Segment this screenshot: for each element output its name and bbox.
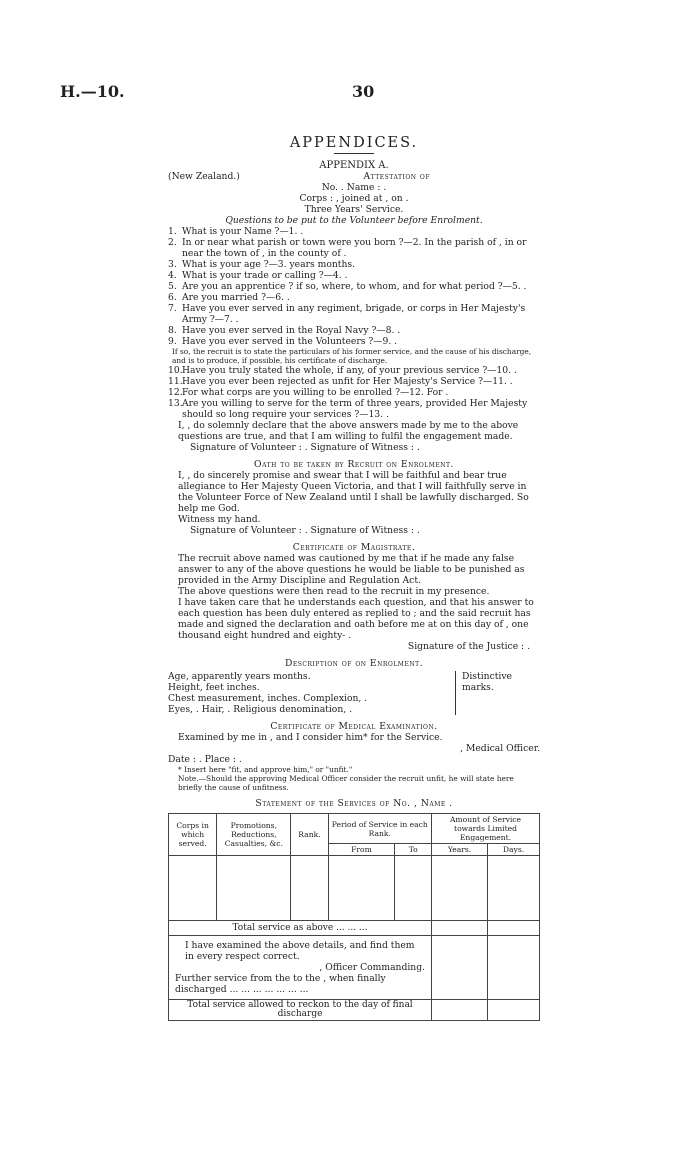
magistrate-paragraph-3: I have taken care that he understands each question, and that his answer to each question has been duly entered as replied to ; and the said recruit has made and signed the declaration and oath before me at on this day of , one thousand eight hundred and eighty- . (178, 597, 534, 641)
question-number: 10. (168, 365, 183, 376)
table-cell (488, 856, 540, 921)
table-cell (291, 856, 328, 921)
magistrate-paragraph-1: The recruit above named was cautioned by me that if he made any false answer to any of the above questions he would be liable to be punished as provided in the Army Discipline and Regulation Act. (178, 553, 525, 586)
table-row (169, 1000, 540, 1021)
question-item (168, 237, 540, 259)
medical-heading: Certificate of Medical Examination. (270, 721, 438, 732)
table-row (169, 921, 540, 936)
table-cell (432, 856, 488, 921)
question-item (168, 259, 540, 270)
question-number: 6. (168, 292, 177, 303)
question-item (168, 325, 540, 336)
table-row (169, 936, 540, 1000)
statement-heading: Statement of the Services of No. , Name . (255, 798, 453, 809)
question-item (168, 336, 540, 347)
attestation-label: Attestation of (363, 171, 430, 182)
total-final-label: Total service allowed to reckon to the day of final discharge (169, 1000, 432, 1021)
country-label: (New Zealand.) (168, 171, 240, 182)
questions-heading: Questions to be put to the Volunteer before Enrolment. (225, 215, 483, 226)
question-number: 1. (168, 226, 177, 237)
question-text: What is your Name ?—1. . (182, 226, 304, 237)
questions-list (168, 226, 540, 347)
magistrate-paragraph-2: The above questions were then read to the recruit in my presence. (178, 586, 490, 597)
question-number: 7. (168, 303, 177, 314)
corps-line: Corps : , joined at , on . (299, 193, 409, 204)
page-number: 30 (352, 82, 375, 101)
question-text: In or near what parish or town were you born ?—2. In the parish of , in or near the town of , in the county of . (182, 237, 527, 259)
table-cell (432, 921, 488, 936)
recruit-note: If so, the recruit is to state the particulars of his former service, and the cause of his discharge, and is to produce, if possible, his certificate of discharge. (172, 347, 532, 365)
examined-block (169, 936, 432, 1000)
description-line: Age, apparently years months. (168, 671, 311, 682)
question-number: 5. (168, 281, 177, 292)
medical-officer-line: , Medical Officer. (460, 743, 540, 754)
oath-signatures: Signature of Volunteer : . Signature of Witness : . (190, 525, 420, 536)
question-number: 8. (168, 325, 177, 336)
question-item (168, 303, 540, 325)
oath-heading: Oath to be taken by Recruit on Enrolment. (254, 459, 454, 470)
distinctive-marks: Distinctive marks. (455, 671, 540, 715)
service-table (168, 813, 540, 1021)
question-number: 12. (168, 387, 183, 398)
further-service: Further service from the to the , when finally discharged ... ... ... ... ... ... ... (175, 973, 386, 995)
description-line: Height, feet inches. (168, 682, 260, 693)
appendix-heading: APPENDIX A. (319, 160, 389, 171)
question-text: What is your trade or calling ?—4. . (182, 270, 348, 281)
appendices-column (168, 135, 540, 1021)
table-cell (217, 856, 291, 921)
col-days: Days. (488, 844, 540, 856)
question-number: 11. (168, 376, 183, 387)
description-heading: Description of on Enrolment. (285, 658, 423, 669)
examined-text: I have examined the above details, and find them in every respect correct. (185, 940, 415, 962)
table-row (169, 856, 540, 921)
table-cell (488, 1000, 540, 1021)
col-from: From (328, 844, 395, 856)
col-years: Years. (432, 844, 488, 856)
question-text: Are you married ?—6. . (182, 292, 290, 303)
question-item (168, 270, 540, 281)
question-item (168, 387, 540, 398)
medical-footnote-1: * Insert here "fit, and approve him," or "unfit." (178, 765, 353, 774)
medical-date-place: Date : . Place : . (168, 754, 242, 765)
question-text: Have you ever served in the Volunteers ?—9. . (182, 336, 398, 347)
question-item (168, 292, 540, 303)
service-term: Three Years' Service. (304, 204, 404, 215)
oath-text: I, , do sincerely promise and swear that I will be faithful and bear true allegiance to Her Majesty Queen Victoria, and that I will faithfully serve in the Volunteer Force of New Zealand until I shall be lawfully discharged. So help me God. (178, 470, 529, 514)
col-corps: Corps in which served. (169, 814, 217, 856)
col-period: Period of Service in each Rank. (328, 814, 432, 844)
document-reference: H.—10. (60, 82, 125, 101)
table-cell (395, 856, 432, 921)
question-item (168, 398, 540, 420)
question-text: For what corps are you willing to be enrolled ?—12. For . (182, 387, 449, 398)
col-rank: Rank. (291, 814, 328, 856)
medical-line-1: Examined by me in , and I consider him* for the Service. (178, 732, 443, 743)
question-text: Have you ever served in the Royal Navy ?—8. . (182, 325, 401, 336)
question-item (168, 226, 540, 237)
question-text: Have you ever served in any regiment, brigade, or corps in Her Majesty's Army ?—7. . (182, 303, 526, 325)
table-cell (169, 856, 217, 921)
description-lines (168, 671, 455, 715)
number-name-line: No. . Name : . (321, 182, 387, 193)
question-item (168, 365, 540, 376)
oath-witness: Witness my hand. (178, 514, 261, 525)
justice-signature: Signature of the Justice : . (407, 641, 530, 652)
question-text: Are you willing to serve for the term of three years, provided Her Majesty should so long require your services ?—13. . (182, 398, 528, 420)
question-number: 9. (168, 336, 177, 347)
description-line: Chest measurement, inches. Complexion, . (168, 693, 368, 704)
page-title: APPENDICES. (289, 135, 419, 151)
col-to: To (395, 844, 432, 856)
question-item (168, 376, 540, 387)
medical-footnote-2: Note.—Should the approving Medical Officer consider the recruit unfit, he will state here briefly the cause of unfitness. (178, 774, 514, 792)
question-text: Have you ever been rejected as unfit for Her Majesty's Service ?—11. . (182, 376, 513, 387)
table-cell (488, 921, 540, 936)
question-number: 4. (168, 270, 177, 281)
questions-list-2 (168, 365, 540, 420)
declaration-signatures: Signature of Volunteer : . Signature of Witness : . (190, 442, 420, 453)
description-block (168, 671, 540, 715)
question-text: Have you truly stated the whole, if any, of your previous service ?—10. . (182, 365, 517, 376)
table-cell (488, 936, 540, 1000)
question-number: 2. (168, 237, 177, 248)
table-cell (432, 936, 488, 1000)
table-cell (432, 1000, 488, 1021)
question-text: What is your age ?—3. years months. (182, 259, 356, 270)
officer-commanding: , Officer Commanding. (319, 962, 426, 973)
total-above-label: Total service as above ... ... ... (169, 921, 432, 936)
table-cell (328, 856, 395, 921)
question-item (168, 281, 540, 292)
question-text: Are you an apprentice ? if so, where, to whom, and for what period ?—5. . (182, 281, 527, 292)
description-line: Eyes, . Hair, . Religious denomination, . (168, 704, 353, 715)
title-rule (334, 153, 374, 154)
col-promotions: Promotions, Reductions, Casualties, &c. (217, 814, 291, 856)
question-number: 3. (168, 259, 177, 270)
declaration-text: I, , do solemnly declare that the above answers made by me to the above questions are true, and that I am willing to fulfil the engagement made. (178, 420, 519, 442)
col-amount: Amount of Service towards Limited Engagement. (432, 814, 540, 844)
magistrate-heading: Certificate of Magistrate. (292, 542, 416, 553)
question-number: 13. (168, 398, 183, 409)
